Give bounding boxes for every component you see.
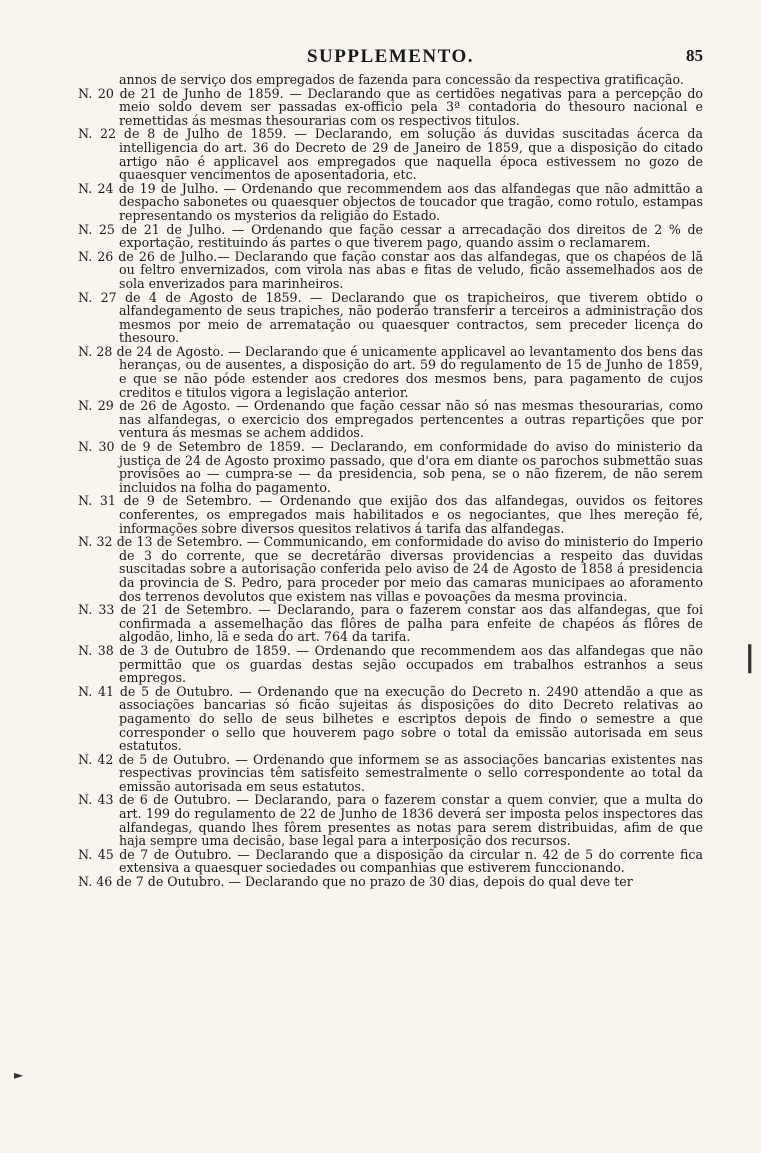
entry-n29: N. 29 de 26 de Agosto. — Ordenando que fação cessar não só nas mesmas thesourarias, como nas alfandegas, o exercicio dos empregados pertencentes a outras repartições que por ventura ás mesmas se achem addidos.: [78, 398, 703, 441]
entry-n43: N. 43 de 6 de Outubro. — Declarando, para o fazerem constar a quem convier, que a multa do art. 199 do regulamento de 22 de Junho de 1836 deverá ser imposta pelos inspectores das alfandegas, quando lhes fôrem presentes as notas para serem distribuidas, afim de que haja sempre uma decisão, base legal para a interposição dos recursos.: [78, 792, 703, 849]
entry-continuation: annos de serviço dos empregados de fazenda para concessão da respectiva gratificação.: [119, 72, 684, 87]
entry-n20: N. 20 de 21 de Junho de 1859. — Declarando que as certidões negativas para a percepção do meio soldo devem ser passadas ex-officio pela 3ª contadoria do thesouro nacional e remettidas ás mesmas thesourarias com os respectivos titulos.: [78, 85, 703, 128]
entry-n25: N. 25 de 21 de Julho. — Ordenando que fação cessar a arrecadação dos direitos de 2 % de exportação, restituindo ás partes o que tiverem pago, quando assim o reclamarem.: [78, 221, 703, 251]
entry-n46: N. 46 de 7 de Outubro. — Declarando que no prazo de 30 dias, depois do qual deve ter: [78, 874, 633, 890]
page-number: 85: [686, 46, 703, 65]
entry-n27: N. 27 de 4 de Agosto de 1859. — Declarando que os trapicheiros, que tiverem obtido o alfandegamento de seus trapiches, não poderão transferir a terceiros a administração dos mesmos por meio de arrematação ou quaesquer contractos, sem preceder licença do thesouro.: [78, 289, 703, 346]
entry-n42: N. 42 de 5 de Outubro. — Ordenando que informem se as associações bancarias existentes nas respectivas provincias têm satisfeito semestralmente o sello correspondente ao total da emissão autorisada em seus estatutos.: [78, 751, 703, 794]
entry-n30: N. 30 de 9 de Setembro de 1859. — Declarando, em conformidade do aviso do ministerio da justiça de 24 de Agosto proximo passado, que d'ora em diante os parochos submettão suas provisões ao — cumpra-se — da presidencia, sob pena, se o não fizerem, de não serem incluidos na folha do pagamento.: [78, 439, 703, 495]
entry-n28: N. 28 de 24 de Agosto. — Declarando que é unicamente applicavel ao levantamento dos bens das heranças, ou de ausentes, a disposição do art. 59 do regulamento de 15 de Junho de 1859, e que se não póde estender aos credores dos mesmos bens, para pagamento de cujos creditos e titulos vigora a legislação anterior.: [78, 343, 703, 400]
margin-bracket-mark: ❘: [738, 640, 761, 673]
document-body: [78, 73, 703, 889]
entry-n24: N. 24 de 19 de Julho. — Ordenando que recommendem aos das alfandegas que não admittão a despacho sabonetes ou quaesquer objectos de toucador que tragão, como rotulo, estampas representando os mysterios da religião do Estado.: [78, 180, 703, 223]
entry-n22: N. 22 de 8 de Julho de 1859. — Declarando, em solução ás duvidas suscitadas ácerca da intelligencia do art. 36 do Decreto de 29 de Janeiro de 1859, que a disposição do citado artigo não é applicavel aos empregados que naquella época estivessem no gozo de quaesquer vencimentos de aposentadoria, etc.: [78, 126, 703, 183]
entry-n38: N. 38 de 3 de Outubro de 1859. — Ordenando que recommendem aos das alfandegas que não permittão que os guardas destas sejão occupados em trabalhos estranhos a seus empregos.: [78, 642, 703, 686]
page-header: [78, 46, 703, 68]
entry-n31: N. 31 de 9 de Setembro. — Ordenando que exijão dos das alfandegas, ouvidos os feitores conferentes, os empregados mais habilitados e os negociantes, que lhes mereção fé, informações sobre diversos quesitos relativos á tarifa das alfandegas.: [78, 493, 703, 536]
entry-n26: N. 26 de 26 de Julho.— Declarando que fação constar aos das alfandegas, que os chapéos de lã ou feltro envernizados, com virola nas abas e fitas de veludo, ficão assemelhados aos de sola enverizados para marinheiros.: [78, 248, 703, 291]
entry-n41: N. 41 de 5 de Outubro. — Ordenando que na execução do Decreto n. 2490 attendão a que as associações bancarias só ficão sujeitas ás disposições do dito Decreto relativas ao pagamento do sello de seus bilhetes e escriptos depois de findo o semestre a que corresponder o sello que houverem pago sobre o total da emissão autorisada em seus estatutos.: [78, 683, 703, 754]
entry-n45: N. 45 de 7 de Outubro. — Declarando que a disposição da circular n. 42 de 5 do corrente fica extensiva a quaesquer sociedades ou companhias que estiverem funccionando.: [78, 846, 703, 876]
entry-n32: N. 32 de 13 de Setembro. — Communicando, em conformidade do aviso do ministerio do Imperio de 3 do corrente, que se decretárão diversas providencias a respeito das duvidas suscitadas sobre a autorisação conferida pelo aviso de 24 de Agosto de 1858 á presidencia da provincia de S. Pedro, para proceder por meio das camaras municipaes ao aforamento dos terrenos devolutos que existem nas villas e povoações da mesma provincia.: [78, 534, 703, 604]
margin-pointer-mark: ►: [14, 1068, 24, 1082]
entry-n33: N. 33 de 21 de Setembro. — Declarando, para o fazerem constar aos das alfandegas, que foi confirmada a assemelhação das flôres de palha para enfeite de chapéos ás flôres de algodão, linho, lã e seda do art. 764 da tarifa.: [78, 602, 703, 645]
running-title: SUPPLEMENTO.: [306, 46, 475, 67]
